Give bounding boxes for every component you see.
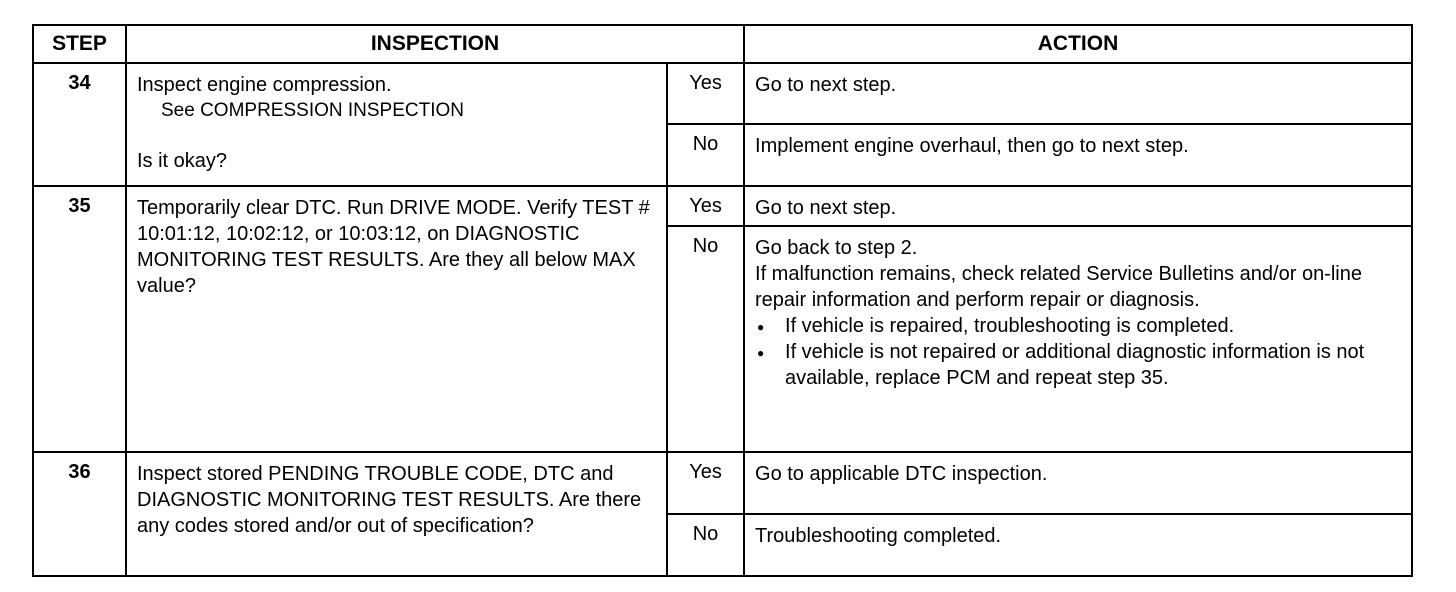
no-action	[744, 226, 1412, 452]
no-label: No	[667, 124, 744, 186]
action-line: If malfunction remains, check related Service Bulletins and/or on-line repair information and perform repair or diagnosis.	[755, 263, 1362, 311]
yes-action: Go to next step.	[744, 63, 1412, 124]
header-row	[33, 25, 1412, 63]
diagnostic-table	[32, 24, 1413, 577]
yes-label: Yes	[667, 63, 744, 124]
header-step: STEP	[33, 25, 126, 63]
inspection-text: Inspect engine compression.	[137, 74, 392, 96]
yes-action: Go to next step.	[744, 186, 1412, 226]
inspection-question: Is it okay?	[137, 150, 228, 172]
inspection-cell	[126, 63, 667, 186]
inspection-reference: See COMPRESSION INSPECTION	[161, 100, 465, 121]
inspection-text: Temporarily clear DTC. Run DRIVE MODE. Verify TEST # 10:01:12, 10:02:12, or 10:03:12, on DIAGNOSTIC MONITORING TEST RESULTS. Are they all below MAX value?	[126, 186, 667, 452]
inspection-text: Inspect stored PENDING TROUBLE CODE, DTC and DIAGNOSTIC MONITORING TEST RESULTS. Are there any codes stored and/or out of specification?	[126, 452, 667, 576]
header-action: ACTION	[744, 25, 1412, 63]
no-label: No	[667, 226, 744, 452]
header-inspection: INSPECTION	[126, 25, 744, 63]
no-action: Implement engine overhaul, then go to next step.	[744, 124, 1412, 186]
action-bullet: ● If vehicle is repaired, troubleshooting is completed.	[785, 313, 1401, 339]
table-row	[33, 452, 1412, 514]
step-number: 35	[33, 186, 126, 452]
table-row	[33, 63, 1412, 124]
action-line: Go back to step 2.	[755, 237, 918, 259]
yes-label: Yes	[667, 186, 744, 226]
no-action: Troubleshooting completed.	[744, 514, 1412, 576]
no-label: No	[667, 514, 744, 576]
action-bullet: ● If vehicle is not repaired or additional diagnostic information is not available, replace PCM and repeat step 35.	[785, 339, 1401, 391]
yes-action: Go to applicable DTC inspection.	[744, 452, 1412, 514]
yes-label: Yes	[667, 452, 744, 514]
action-bullet-list	[755, 313, 1401, 391]
step-number: 36	[33, 452, 126, 576]
step-number: 34	[33, 63, 126, 186]
table-row	[33, 186, 1412, 226]
